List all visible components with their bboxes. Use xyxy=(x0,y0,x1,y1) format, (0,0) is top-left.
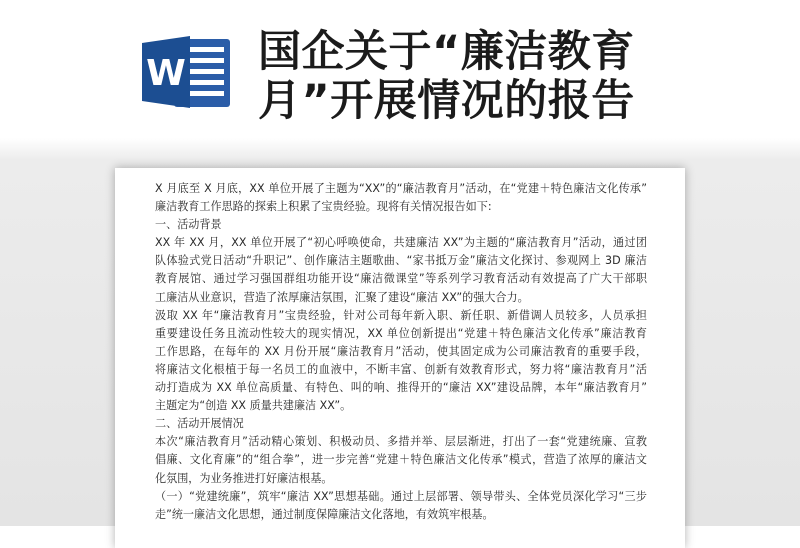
body-line: 重要建设任务且流动性较大的现实情况，XX 单位创新提出“党建＋特色廉洁文化传承”廉洁教育 xyxy=(155,326,647,340)
header xyxy=(0,0,800,160)
document-page xyxy=(115,168,685,548)
body-line: 走”统一廉洁文化思想，通过制度保障廉洁文化落地，有效筑牢根基。 xyxy=(155,507,494,521)
word-icon xyxy=(140,33,234,111)
section-heading: 一、活动背景 xyxy=(155,218,222,232)
page-title xyxy=(258,28,798,126)
body-line: 工廉洁从业意识，营造了浓厚廉洁氛围，汇聚了建设“廉洁 XX”的强大合力。 xyxy=(155,290,529,304)
body-line: 倡廉、文化育廉”的“组合拳”，进一步完善“党建＋特色廉洁文化传承”模式，营造了浓厚的廉洁文 xyxy=(155,453,647,467)
body-line: （一）“党建统廉”，筑牢“廉洁 XX”思想基础。通过上层部署、领导带头、全体党员深化学习“三步 xyxy=(155,489,647,503)
word-logo-letter: W xyxy=(146,53,186,94)
body-line: 汲取 XX 年“廉洁教育月”宝贵经验，针对公司每年新入职、新任职、新借调人员较多，人员承担 xyxy=(155,308,647,322)
body-line: 主题定为“创造 XX 质量共建廉洁 XX”。 xyxy=(155,399,352,413)
document-body xyxy=(155,180,647,524)
body-line: 教育展馆、通过学习强国群组功能开设“廉洁微课堂”等系列学习教育活动有效提高了广大干部职 xyxy=(155,272,647,286)
title-line-1: 国企关于“廉洁教育 xyxy=(258,27,635,77)
body-line: 队体验式党日活动“升职记”、创作廉洁主题歌曲、“家书抵万金”廉洁文化探讨、参观网上 3D 廉洁 xyxy=(155,254,647,268)
body-line: X 月底至 X 月底，XX 单位开展了主题为“XX”的“廉洁教育月”活动，在“党建＋特色廉洁文化传承” xyxy=(155,182,647,195)
body-line: XX 年 XX 月，XX 单位开展了“初心呼唤使命，共建廉洁 XX”为主题的“廉洁教育月”活动，通过团 xyxy=(155,236,647,250)
body-line: 将廉洁文化根植于每一名员工的血液中，不断丰富、创新有效教育形式，努力将“廉洁教育月”活 xyxy=(155,362,647,376)
body-line: 廉洁教育工作思路的探索上积累了宝贵经验。现将有关情况报告如下: xyxy=(155,200,492,214)
title-line-2: 月”开展情况的报告 xyxy=(258,76,635,126)
section-heading: 二、活动开展情况 xyxy=(155,417,244,431)
body-line: 本次“廉洁教育月”活动精心策划、积极动员、多措并举、层层渐进，打出了一套“党建统廉、宣教 xyxy=(155,435,647,449)
body-line: 动打造成为 XX 单位高质量、有特色、叫的响、推得开的“廉洁 XX”建设品牌，本年“廉洁教育月” xyxy=(155,381,647,395)
body-line: 工作思路，在每年的 XX 月份开展“廉洁教育月”活动，使其固定成为公司廉洁教育的重要手段， xyxy=(155,344,647,358)
body-line: 化氛围，为业务推进打好廉洁根基。 xyxy=(155,471,333,485)
